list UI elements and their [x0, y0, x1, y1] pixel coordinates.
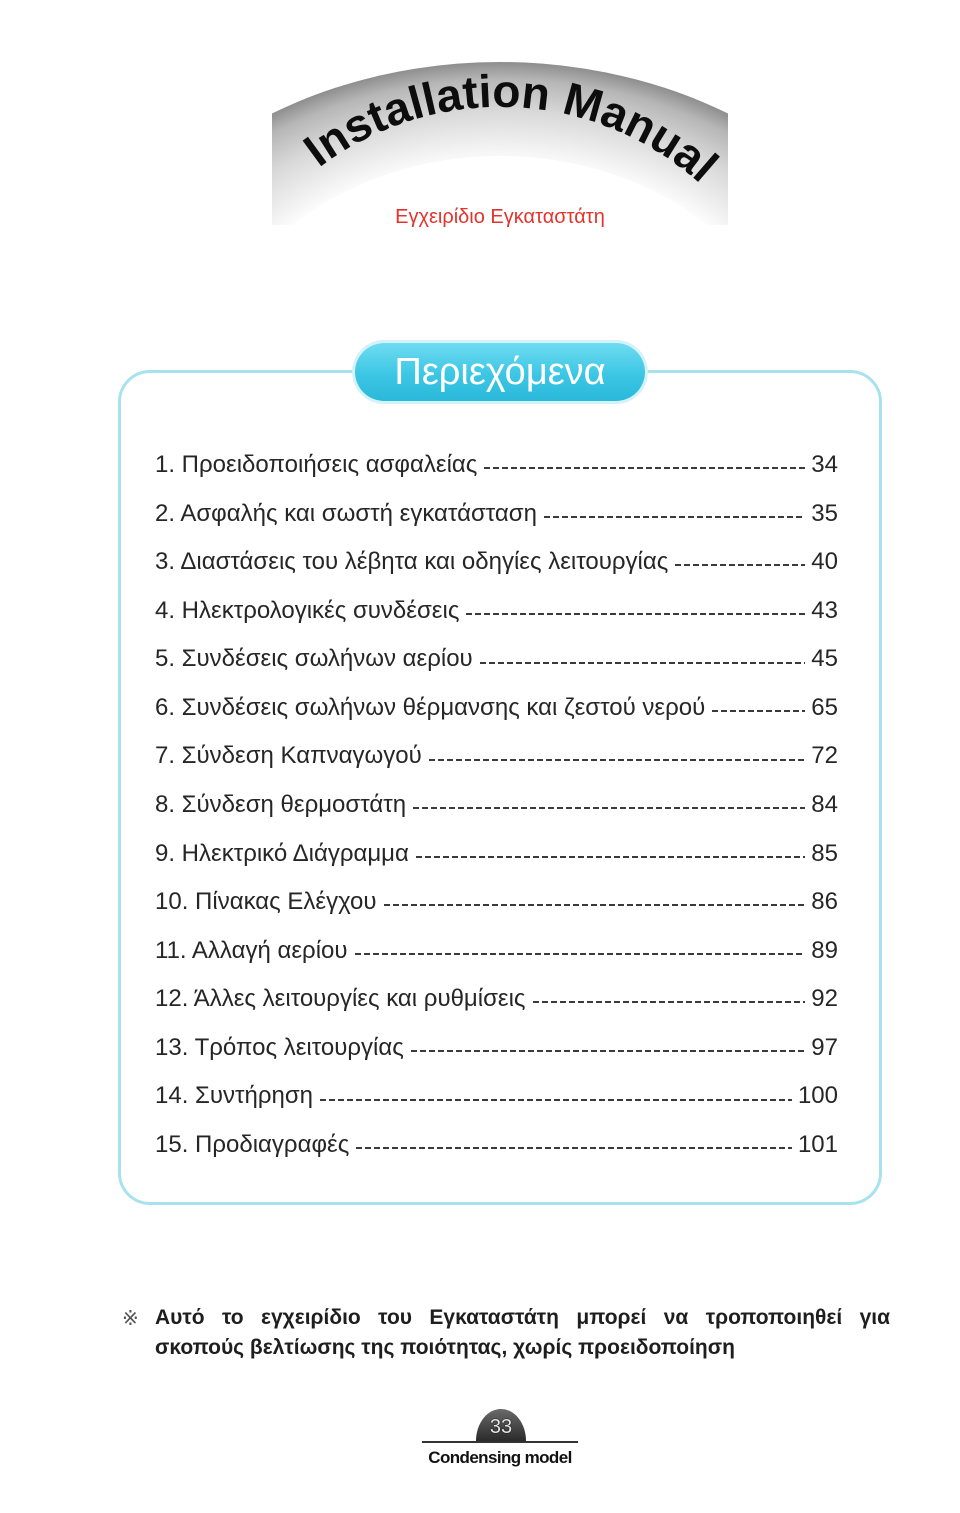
- manual-subtitle: Εγχειρίδιο Εγκαταστάτη: [395, 206, 605, 228]
- toc-leader: [356, 1147, 792, 1149]
- toc-entry-page: 35: [811, 499, 838, 527]
- toc-entry: [155, 927, 838, 976]
- toc-entry-label: 3. Διαστάσεις του λέβητα και οδηγίες λειτουργίας: [155, 548, 669, 576]
- toc-leader: [429, 759, 806, 761]
- toc-entry-page: 72: [811, 742, 838, 770]
- toc-leader: [384, 904, 806, 906]
- toc-entry: [155, 975, 838, 1024]
- toc-entry: [155, 441, 838, 490]
- toc-entry-label: 12. Άλλες λειτουργίες και ρυθμίσεις: [155, 985, 526, 1013]
- toc-entry-page: 97: [811, 1033, 838, 1061]
- toc-entry-page: 86: [811, 888, 838, 916]
- toc-entry: [155, 490, 838, 539]
- toc-entry-label: 14. Συντήρηση: [155, 1082, 313, 1110]
- page-number-badge: 33: [476, 1409, 526, 1441]
- toc-entry: [155, 1072, 838, 1121]
- toc-entry-page: 40: [811, 548, 838, 576]
- toc-entry: [155, 1024, 838, 1073]
- toc-entry-page: 84: [811, 790, 838, 818]
- toc-entry-page: 85: [811, 839, 838, 867]
- toc-entry: [155, 684, 838, 733]
- toc-entry-label: 13. Τρόπος λειτουργίας: [155, 1033, 404, 1061]
- revision-note: [155, 1303, 890, 1363]
- toc-leader: [480, 662, 806, 664]
- toc-entry-label: 15. Προδιαγραφές: [155, 1130, 350, 1158]
- toc-leader: [411, 1050, 806, 1052]
- model-label: Condensing model: [428, 1448, 572, 1467]
- toc-leader: [544, 516, 805, 518]
- revision-note-line: σκοπούς βελτίωσης της ποιότητας, χωρίς προειδοποίηση: [155, 1336, 735, 1359]
- toc-leader: [675, 564, 805, 566]
- toc-entry-page: 101: [797, 1130, 838, 1158]
- contents-list: [155, 441, 838, 1169]
- toc-entry-label: 11. Αλλαγή αερίου: [155, 936, 348, 964]
- toc-entry-label: 1. Προειδοποιήσεις ασφαλείας: [155, 451, 478, 478]
- toc-entry: [155, 635, 838, 684]
- toc-entry-page: 65: [811, 693, 838, 721]
- toc-entry-page: 100: [797, 1082, 838, 1110]
- toc-entry: [155, 878, 838, 927]
- toc-entry-label: 4. Ηλεκτρολογικές συνδέσεις: [155, 596, 460, 624]
- toc-leader: [533, 1001, 806, 1003]
- toc-entry-label: 8. Σύνδεση θερμοστάτη: [155, 790, 407, 818]
- toc-entry-label: 9. Ηλεκτρικό Διάγραμμα: [155, 839, 409, 867]
- toc-leader: [355, 953, 806, 955]
- toc-leader: [484, 467, 805, 469]
- revision-note-line: Αυτό το εγχειρίδιο του Εγκαταστάτη μπορεί να τροποποιηθεί για: [155, 1306, 890, 1329]
- contents-title: Περιεχόμενα: [355, 343, 645, 401]
- toc-entry-page: 45: [811, 645, 838, 673]
- toc-entry-page: 43: [811, 596, 838, 624]
- toc-entry-label: 6. Συνδέσεις σωλήνων θέρμανσης και ζεστού νερού: [155, 693, 706, 721]
- footer-divider: [422, 1441, 578, 1443]
- toc-leader: [320, 1099, 792, 1101]
- toc-entry-label: 7. Σύνδεση Καπναγωγού: [155, 742, 422, 770]
- toc-leader: [413, 807, 805, 809]
- toc-entry: [155, 830, 838, 879]
- toc-entry-label: 5. Συνδέσεις σωλήνων αερίου: [155, 645, 473, 673]
- toc-leader: [416, 856, 805, 858]
- toc-entry: [155, 1121, 838, 1170]
- toc-entry-label: 2. Ασφαλής και σωστή εγκατάσταση: [155, 499, 537, 527]
- toc-entry-page: 89: [811, 936, 838, 964]
- toc-entry-page: 34: [811, 451, 838, 478]
- manual-title-text: Installation Manual: [294, 64, 729, 192]
- toc-entry: [155, 732, 838, 781]
- reference-mark-icon: ※: [122, 1306, 139, 1330]
- toc-entry: [155, 538, 838, 587]
- toc-entry: [155, 781, 838, 830]
- toc-entry-label: 10. Πίνακας Ελέγχου: [155, 888, 377, 916]
- toc-entry: [155, 587, 838, 636]
- toc-leader: [712, 710, 805, 712]
- toc-leader: [466, 613, 805, 615]
- toc-entry-page: 92: [811, 985, 838, 1013]
